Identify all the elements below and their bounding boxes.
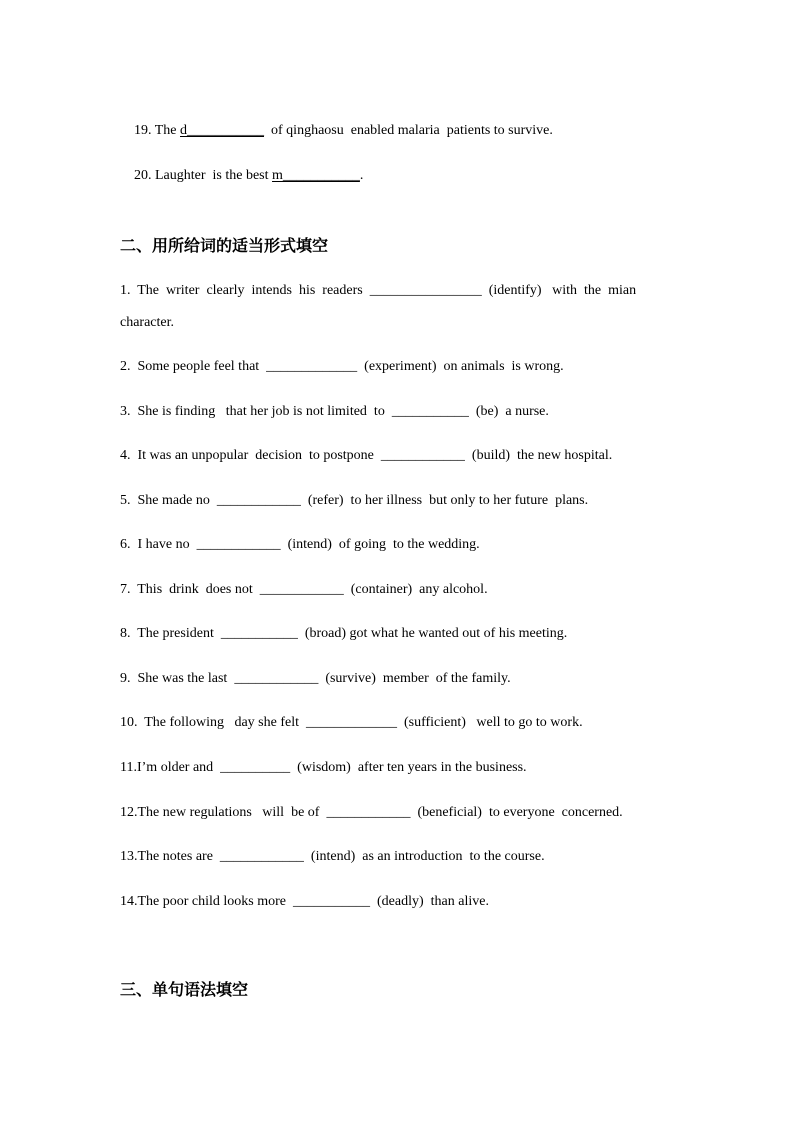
question-text: 19. The: [134, 123, 181, 138]
question-13: 13.The notes are ____________ (intend) as an introduction to the course.: [120, 849, 545, 864]
question-1-line-1: 1. The writer clearly intends his readers ________________ (identify) with the mian: [120, 283, 637, 298]
question-5: 5. She made no ____________ (refer) to her illness but only to her future plans.: [120, 493, 589, 508]
section-heading-3: 三、单句语法填空: [120, 980, 249, 999]
question-4: 4. It was an unpopular decision to postpone ____________ (build) the new hospital.: [120, 448, 613, 463]
question-14: 14.The poor child looks more ___________ (deadly) than alive.: [120, 894, 489, 909]
question-6: 6. I have no ____________ (intend) of going to the wedding.: [120, 537, 480, 552]
answer-blank[interactable]: m___________: [272, 168, 360, 183]
section-heading-2: 二、用所给词的适当形式填空: [120, 236, 329, 255]
question-text: .: [359, 168, 364, 183]
question-9: 9. She was the last ____________ (survive) member of the family.: [120, 671, 511, 686]
question-8: 8. The president ___________ (broad) got what he wanted out of his meeting.: [120, 626, 568, 641]
question-3: 3. She is finding that her job is not limited to ___________ (be) a nurse.: [120, 404, 549, 419]
question-12: 12.The new regulations will be of ____________ (beneficial) to everyone concerned.: [120, 805, 623, 820]
question-text: 20. Laughter is the best: [134, 168, 273, 183]
question-7: 7. This drink does not ____________ (container) any alcohol.: [120, 582, 488, 597]
question-10: 10. The following day she felt _____________ (sufficient) well to go to work.: [120, 715, 583, 730]
question-1-line-2: character.: [120, 315, 175, 330]
question-2: 2. Some people feel that _____________ (experiment) on animals is wrong.: [120, 359, 564, 374]
question-text: of qinghaosu enabled malaria patients to survive.: [264, 123, 553, 138]
answer-blank[interactable]: d___________: [180, 123, 265, 138]
question-20: [120, 149, 363, 203]
question-11: 11.I’m older and __________ (wisdom) after ten years in the business.: [120, 760, 527, 775]
